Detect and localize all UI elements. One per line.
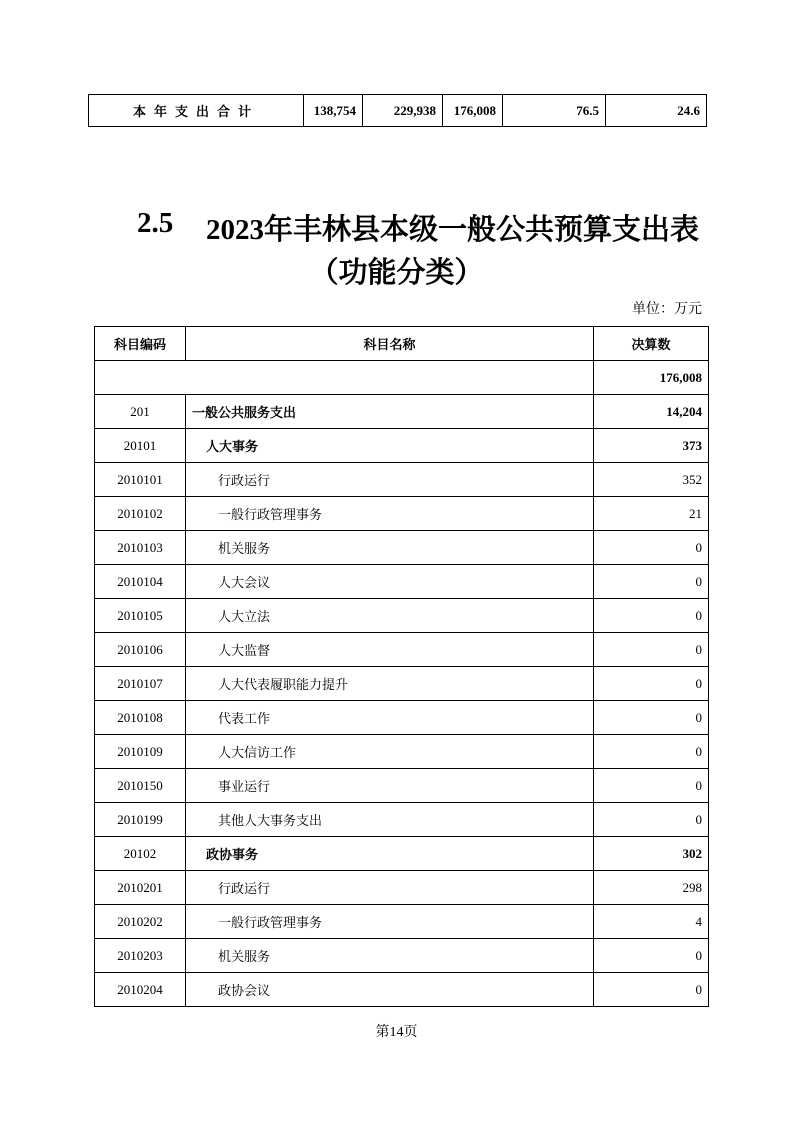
- row-code: 2010199: [95, 803, 186, 837]
- row-value: 0: [594, 769, 709, 803]
- row-code: 2010109: [95, 735, 186, 769]
- table-header: [95, 327, 709, 361]
- row-name: 人大信访工作: [186, 735, 594, 769]
- header-code: 科目编码: [95, 327, 186, 361]
- row-name: 人大会议: [186, 565, 594, 599]
- row-value: 0: [594, 633, 709, 667]
- table-row: [95, 429, 709, 463]
- row-code: 2010105: [95, 599, 186, 633]
- row-code: 2010103: [95, 531, 186, 565]
- row-name: 一般行政管理事务: [186, 905, 594, 939]
- summary-label: 本年支出合计: [89, 95, 304, 127]
- table-row: [95, 973, 709, 1007]
- summary-table: [88, 94, 707, 127]
- table-row: [95, 531, 709, 565]
- row-value: 0: [594, 667, 709, 701]
- row-name: 一般公共服务支出: [186, 395, 594, 429]
- row-code: 2010204: [95, 973, 186, 1007]
- table-row: [95, 735, 709, 769]
- row-value: 0: [594, 701, 709, 735]
- summary-value: 229,938: [363, 95, 443, 127]
- row-code: 2010102: [95, 497, 186, 531]
- table-row: [95, 905, 709, 939]
- table-row: [95, 395, 709, 429]
- header-name: 科目名称: [186, 327, 594, 361]
- row-name: 人大立法: [186, 599, 594, 633]
- row-name: 一般行政管理事务: [186, 497, 594, 531]
- row-value: 21: [594, 497, 709, 531]
- row-name: 机关服务: [186, 531, 594, 565]
- row-code: 2010104: [95, 565, 186, 599]
- expenditure-table: [94, 326, 709, 1007]
- summary-row: [89, 95, 707, 127]
- table-row: [95, 633, 709, 667]
- table-row: [95, 837, 709, 871]
- row-value: 0: [594, 565, 709, 599]
- table-row: [95, 599, 709, 633]
- summary-value: 76.5: [503, 95, 606, 127]
- row-name: 人大代表履职能力提升: [186, 667, 594, 701]
- row-code: 2010202: [95, 905, 186, 939]
- total-row: [95, 361, 709, 395]
- row-value: 352: [594, 463, 709, 497]
- total-label: [95, 361, 594, 395]
- section-subtitle: （功能分类）: [309, 257, 484, 289]
- table-row: [95, 769, 709, 803]
- row-name: 机关服务: [186, 939, 594, 973]
- row-code: 2010203: [95, 939, 186, 973]
- row-name: 其他人大事务支出: [186, 803, 594, 837]
- row-name: 人大事务: [186, 429, 594, 463]
- table-row: [95, 871, 709, 905]
- row-name: 政协事务: [186, 837, 594, 871]
- row-code: 2010106: [95, 633, 186, 667]
- row-code: 2010201: [95, 871, 186, 905]
- unit-label: 单位：万元: [632, 302, 702, 317]
- total-value: 176,008: [594, 361, 709, 395]
- summary-value: 138,754: [304, 95, 363, 127]
- row-value: 0: [594, 599, 709, 633]
- row-code: 201: [95, 395, 186, 429]
- row-code: 20101: [95, 429, 186, 463]
- table-row: [95, 565, 709, 599]
- row-value: 0: [594, 531, 709, 565]
- row-name: 事业运行: [186, 769, 594, 803]
- table-row: [95, 463, 709, 497]
- row-value: 298: [594, 871, 709, 905]
- table-row: [95, 667, 709, 701]
- row-code: 2010108: [95, 701, 186, 735]
- row-code: 20102: [95, 837, 186, 871]
- section-number: 2.5: [137, 207, 174, 239]
- row-name: 行政运行: [186, 871, 594, 905]
- section-title-text: 2023年丰林县本级一般公共预算支出表: [206, 214, 700, 246]
- row-name: 代表工作: [186, 701, 594, 735]
- header-value: 决算数: [594, 327, 709, 361]
- table-row: [95, 701, 709, 735]
- row-name: 行政运行: [186, 463, 594, 497]
- row-value: 0: [594, 735, 709, 769]
- row-code: 2010107: [95, 667, 186, 701]
- row-name: 政协会议: [186, 973, 594, 1007]
- row-value: 302: [594, 837, 709, 871]
- page-number: 第14页: [375, 1025, 418, 1040]
- table-row: [95, 497, 709, 531]
- row-value: 0: [594, 973, 709, 1007]
- row-value: 4: [594, 905, 709, 939]
- row-value: 0: [594, 939, 709, 973]
- table-row: [95, 803, 709, 837]
- row-value: 373: [594, 429, 709, 463]
- row-name: 人大监督: [186, 633, 594, 667]
- row-code: 2010150: [95, 769, 186, 803]
- row-value: 14,204: [594, 395, 709, 429]
- table-row: [95, 939, 709, 973]
- row-code: 2010101: [95, 463, 186, 497]
- row-value: 0: [594, 803, 709, 837]
- summary-value: 176,008: [443, 95, 503, 127]
- summary-value: 24.6: [606, 95, 707, 127]
